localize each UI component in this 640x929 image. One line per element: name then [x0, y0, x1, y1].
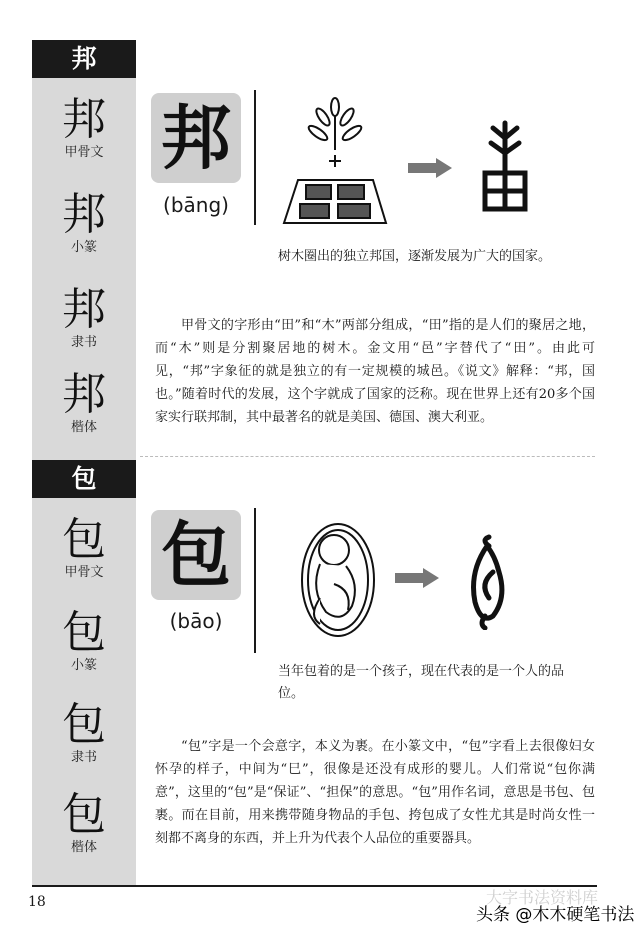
main-character-box: 邦	[151, 93, 241, 183]
divider-line	[254, 90, 256, 225]
main-character-box: 包	[151, 510, 241, 600]
divider-line	[254, 508, 256, 653]
script-label: 隶书	[70, 335, 97, 350]
script-regular	[32, 370, 136, 436]
script-label: 楷体	[70, 420, 97, 435]
script-glyph: 包	[62, 607, 106, 658]
script-small-seal	[32, 608, 136, 674]
faint-watermark: 大字书法资料库	[486, 888, 599, 907]
sidebar-entry-bao	[32, 460, 136, 885]
script-glyph: 邦	[62, 369, 106, 420]
script-glyph: 邦	[62, 284, 106, 335]
pinyin-label: (bāng)	[163, 193, 229, 217]
source-watermark: 头条 @木木硬笔书法	[476, 905, 635, 925]
script-label: 隶书	[70, 750, 97, 765]
script-oracle-bone	[32, 515, 136, 581]
oracle-bone-glyph-bang	[475, 118, 535, 216]
script-label: 小篆	[70, 240, 97, 255]
script-label: 小篆	[70, 658, 97, 673]
page-number: 18	[28, 894, 46, 910]
script-glyph: 包	[62, 789, 106, 840]
explanation-paragraph: “包”字是一个会意字，本义为裹。在小篆文中，“包”字看上去很像妇女怀孕的样子，中间为“巳”，很像是还没有成形的婴儿。人们常说“包你满意”，这里的“包”是“保证”、“担保”的意思。“包”用作名词，意思是书包、包裹。而在目前，用来携带随身物品的手包、挎包成了女性尤其是时尚女性一刻都不离身的东西，并上升为代表个人品位的重要器具。	[155, 739, 595, 846]
sidebar-header-char: 包	[32, 460, 136, 498]
script-glyph: 邦	[62, 189, 106, 240]
arrow-icon	[395, 568, 440, 588]
script-clerical	[32, 285, 136, 351]
sidebar-entry-bang	[32, 40, 136, 460]
script-label: 楷体	[70, 840, 97, 855]
pinyin-label: (bāo)	[169, 609, 223, 633]
script-small-seal	[32, 190, 136, 256]
oracle-bone-glyph-bao	[463, 532, 511, 630]
script-glyph: 包	[62, 514, 106, 565]
arrow-icon	[408, 158, 453, 178]
section-separator	[140, 456, 595, 457]
illustration-caption: 树木圈出的独立邦国，逐渐发展为广大的国家。	[278, 249, 552, 264]
tree-field-illustration	[278, 95, 393, 235]
script-oracle-bone	[32, 95, 136, 161]
script-label: 甲骨文	[64, 565, 104, 580]
script-glyph: 包	[62, 699, 106, 750]
script-label: 甲骨文	[64, 145, 104, 160]
illustration-caption: 当年包着的是一个孩子，现在代表的是一个人的品位。	[278, 664, 565, 701]
explanation-paragraph: 甲骨文的字形由“田”和“木”两部分组成，“田”指的是人们的聚居之地，而“木”则是分割聚居地的树木。金文用“邑”字替代了“田”。由此可见，“邦”字象征的就是独立的有一定规模的城邑。《说文》解释：“邦，国也。”随着时代的发展，这个字就成了国家的泛称。现在世界上还有20多个国家实行联邦制，其中最著名的就是美国、德国、澳大利亚。	[155, 318, 595, 425]
sidebar-header-char: 邦	[32, 40, 136, 78]
script-glyph: 邦	[62, 94, 106, 145]
fetus-illustration	[298, 520, 378, 640]
script-regular	[32, 790, 136, 856]
script-clerical	[32, 700, 136, 766]
